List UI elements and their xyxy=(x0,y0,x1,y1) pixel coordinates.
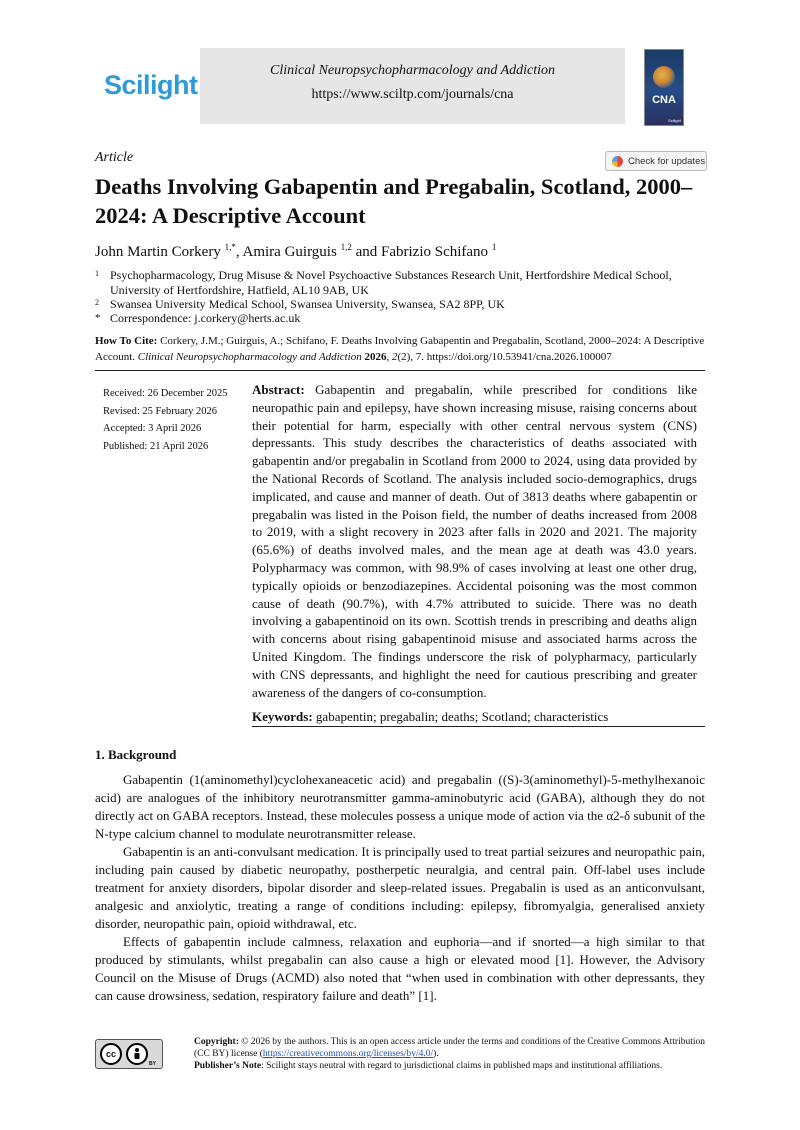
brain-icon xyxy=(653,66,675,88)
divider xyxy=(252,726,705,727)
keywords xyxy=(252,709,697,725)
attribution-person-icon xyxy=(126,1043,148,1065)
copyright-label: Copyright: xyxy=(194,1037,239,1047)
article-dates xyxy=(103,385,228,455)
body-paragraph: Gabapentin is an anti-convulsant medication. It is principally used to treat partial seizures and neuropathic pain, including pain caused by diabetic neuropathy, postherpetic neuralgia, and central pain. Off-label uses include treatment for anxiety disorders, bipolar disorder and sleep-related issues. Pregabalin is used as an anticonvulsant, analgesic and anxiolytic, treating a range of conditions including: epilepsy, fibromyalgia, generalised anxiety disorder, neuropathic pain, opioid withdrawal, etc. xyxy=(95,844,705,931)
author-affil-sup: 1 xyxy=(491,242,497,252)
article-title: Deaths Involving Gabapentin and Pregabalin, Scotland, 2000–2024: A Descriptive Account xyxy=(95,174,693,228)
citation-volume: 2 xyxy=(391,350,398,363)
journal-cover-image xyxy=(644,49,684,126)
journal-banner xyxy=(200,48,625,124)
check-updates-label: Check for updates xyxy=(628,155,706,167)
body-paragraph: Effects of gabapentin include calmness, relaxation and euphoria—and if snorted—a high similar to that produced by stimulants, whilst pregabalin can also cause a high or elevated mood [1]. However, the Advisory Council on the Misuse of Drugs (ACMD) also noted that “when used in combination with other depressants, they can cause drowsiness, sedation, respiratory failure and death” [1]. xyxy=(95,934,705,1003)
publisher-note-label: Publisher’s Note xyxy=(194,1061,262,1071)
affiliation-text: Psychopharmacology, Drug Misuse & Novel Psychoactive Substances Research Unit, Hertfordshire Medical School, University of Hertfordshire, Hatfield, AL10 9AB, UK xyxy=(110,268,672,297)
copyright-text: © 2026 by the authors. This is an open access article under the terms and conditions of the Creative Commons Attribution (CC BY) license ( xyxy=(194,1037,705,1059)
body-paragraph: Gabapentin (1(aminomethyl)cyclohexaneacetic acid) and pregabalin ((S)-3(aminomethyl)-5-methylhexanoic acid) are analogues of the inhibitory neurotransmitter gamma-aminobutyric acid (GABA), although they do not directly act on GABA receptors. Instead, these molecules possess a unique mode of action via the α2-δ subunit of the N-type calcium channel to modulate neurotransmitter release. xyxy=(95,772,705,841)
scilight-logo xyxy=(104,70,198,101)
journal-name: Clinical Neuropsychopharmacology and Addiction xyxy=(269,63,556,78)
author-name: Amira Guirguis xyxy=(242,244,337,260)
affiliation-number: 2 xyxy=(95,298,99,307)
author-affil-sup: 1,* xyxy=(224,242,236,252)
section-heading: 1. Background xyxy=(95,747,177,762)
copyright-end: ). xyxy=(433,1049,439,1059)
logo-text: Scilight xyxy=(104,70,198,100)
cover-publisher: Scilight xyxy=(668,118,681,123)
citation-text: Corkery, J.M.; Guirguis, A.; Schifano, F. Deaths Involving Gabapentin and Pregabalin, Scotland, 2000–2024: A Descriptive Account. xyxy=(95,335,705,363)
publisher-note-text: : Scilight stays neutral with regard to jurisdictional claims in published maps and institutional affiliations. xyxy=(261,1061,663,1071)
citation-doi[interactable]: (2), 7. https://doi.org/10.53941/cna.2026.100007 xyxy=(397,350,612,363)
accepted-date: Accepted: 3 April 2026 xyxy=(103,423,202,434)
author-list xyxy=(95,242,496,261)
revised-date: Revised: 25 February 2026 xyxy=(103,405,218,417)
how-to-cite-label: How To Cite: xyxy=(95,335,158,347)
keywords-label: Keywords: xyxy=(252,709,313,724)
author-separator: , xyxy=(235,244,243,260)
cc-by-label: BY xyxy=(149,1061,156,1067)
affiliation-text: Swansea University Medical School, Swansea University, Swansea, SA2 8PP, UK xyxy=(110,297,505,311)
correspondence-text[interactable]: Correspondence: j.corkery@herts.ac.uk xyxy=(110,311,301,325)
article-type: Article xyxy=(95,150,134,165)
cc-by-license-badge[interactable] xyxy=(95,1039,163,1069)
published-date: Published: 21 April 2026 xyxy=(103,440,209,452)
affiliation-number: 1 xyxy=(95,269,99,278)
affiliation-number: * xyxy=(95,312,101,324)
divider xyxy=(95,370,705,371)
how-to-cite: How To Cite: Corkery, J.M.; Guirguis, A.; Schifano, F. Deaths Involving Gabapentin and Pregabalin, Scotland, 2000–2024: A Descriptive Account. Clinical Neuropsychopharmacology and Addiction 2026, 2(2), 7. https://doi.org/10.53941/cna.2026.100007 xyxy=(95,335,705,363)
author-affil-sup: 1,2 xyxy=(340,242,352,252)
author-separator: and xyxy=(351,244,381,260)
author-name: Fabrizio Schifano xyxy=(381,244,489,260)
journal-url[interactable]: https://www.sciltp.com/journals/cna xyxy=(311,87,514,102)
check-for-updates-button[interactable] xyxy=(605,151,707,171)
author-name: John Martin Corkery xyxy=(95,244,221,260)
received-date: Received: 26 December 2025 xyxy=(103,388,228,399)
abstract xyxy=(252,381,697,701)
crossmark-icon xyxy=(612,156,623,167)
cover-label: CNA xyxy=(652,94,676,106)
cc-icon: cc xyxy=(100,1043,122,1065)
license-link[interactable]: https://creativecommons.org/licenses/by/4.0/ xyxy=(262,1049,434,1059)
citation-journal: Clinical Neuropsychopharmacology and Addiction xyxy=(137,350,362,363)
abstract-text: Gabapentin and pregabalin, while prescribed for conditions like neuropathic pain and epilepsy, have shown increasing misuse, raising concerns about their potential for harm, especially with other central nervous system (CNS) depressants. This study describes the characteristics of deaths associated with gabapentin and/or pregabalin in Scotland from 2000 to 2024, using data provided by the National Records of Scotland. The analysis included socio-demographics, drugs implicated, and cause and manner of death. Out of 3813 deaths where gabapentin or pregabalin was listed in the Poison field, the number of deaths increased from 2008 to 2019, with a slight recovery in 2023 after falls in 2020 and 2021. The majority (65.6%) of deaths involved males, and the mean age at death was 43.0 years. Polypharmacy was common, with 98.9% of cases involving at least one other drug, typically opioids or benzodiazepines. Accidental poisoning was the most common cause of death (90.7%), with 4.7% attributed to suicide. There was no death involving a gabapentinoid on its own. Scottish trends in prescribing and deaths align with concerns about rising gabapentinoid misuse and associated harms across the United Kingdom. The findings underscore the risk of polypharmacy, particularly with CNS depressants, and highlight the need for cautious prescribing and greater awareness of the dangers of co-consumption. xyxy=(252,382,697,700)
abstract-label: Abstract: xyxy=(252,382,305,397)
keywords-text: gabapentin; pregabalin; deaths; Scotland; characteristics xyxy=(315,709,609,724)
copyright-notice xyxy=(194,1036,714,1072)
citation-year: 2026 xyxy=(364,350,387,363)
